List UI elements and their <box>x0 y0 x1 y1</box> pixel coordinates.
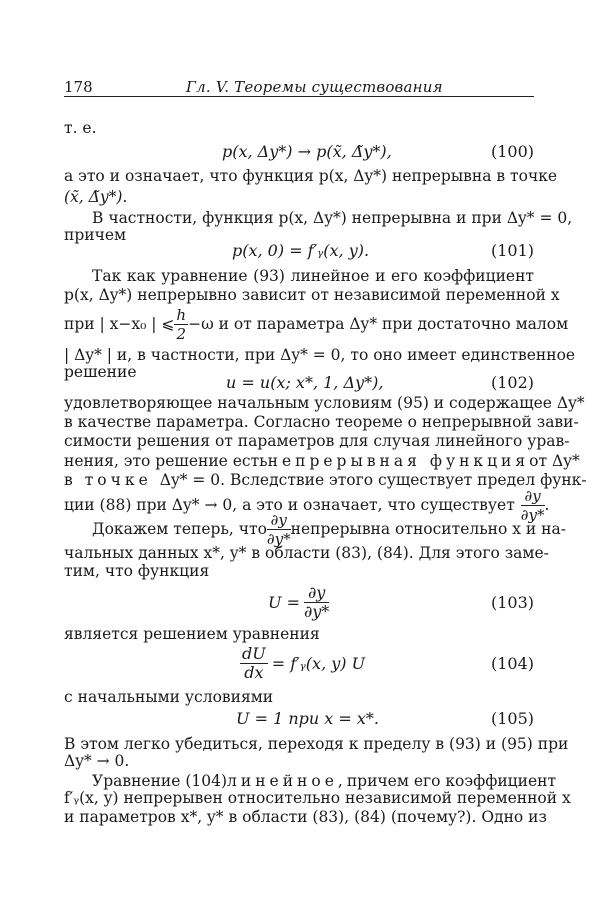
fraction-dU-dx <box>240 645 268 682</box>
fraction-numerator: ∂y <box>267 511 291 530</box>
fraction-denominator: dx <box>244 663 264 682</box>
text-line: симости решения от параметров для случая линейного урав- <box>64 432 570 450</box>
equation-rhs: = f′ᵧ(x, y) U <box>271 654 366 673</box>
fraction-dy-dy-star <box>304 584 329 621</box>
text-line-with-fraction <box>64 306 569 343</box>
equation-102: u = u(x; x*, 1, Δy*), <box>226 373 384 392</box>
text-span: при | x−x₀ | ⩽ <box>64 315 175 333</box>
fraction-denominator: ∂y* <box>303 602 330 621</box>
fraction-h-over-2 <box>174 306 188 343</box>
equation-number-100: (100) <box>490 142 534 161</box>
paragraph-start: Так как уравнение (93) линейное и его коэффициент <box>92 267 534 285</box>
fraction-numerator: h <box>176 306 187 324</box>
text-line: Δy* → 0. <box>64 752 130 770</box>
equation-number-102: (102) <box>490 373 534 392</box>
text-line: тим, что функция <box>64 562 210 580</box>
equation-101: p(x, 0) = f′ᵧ(x, y). <box>232 241 370 260</box>
text-line: удовлетворяющее начальным условиям (95) и содержащее Δy* <box>64 394 585 412</box>
spaced-emphasis: линейное, <box>227 772 347 790</box>
spaced-emphasis: в <box>64 471 77 489</box>
fraction-numerator: ∂y <box>521 487 545 506</box>
fraction-denominator: 2 <box>176 325 187 343</box>
text-line: В этом легко убедиться, переходя к пределу в (93) и (95) при <box>64 735 569 753</box>
equation-lhs: U = <box>268 593 300 612</box>
fraction-denominator: ∂y* <box>520 506 545 524</box>
running-header <box>64 72 534 97</box>
text-line: а это и означает, что функция p(x, Δy*) непрерывна в точке <box>64 167 558 185</box>
text-span: от Δy* <box>529 452 580 470</box>
text-line: (x̃, Δ̃y*). <box>64 188 128 206</box>
text-line-with-fraction <box>92 511 566 548</box>
text-line: решение <box>64 363 137 381</box>
spaced-emphasis: непрерывная функция <box>267 452 530 470</box>
fraction-denominator: ∂y* <box>266 530 291 548</box>
period: . <box>544 496 550 514</box>
equation-number-105: (105) <box>490 709 534 728</box>
text-line: в качестве параметра. Согласно теореме о непрерывной зави- <box>64 413 579 431</box>
running-title: Гл. V. Теоремы существования <box>186 78 443 96</box>
equation-number-101: (101) <box>490 241 534 260</box>
text-line: является решением уравнения <box>64 625 320 643</box>
text-span: причем его коэффициент <box>346 772 557 790</box>
text-line-spaced <box>64 452 580 471</box>
text-span: Δy* = 0. Вследствие этого существует предел функ- <box>159 471 587 489</box>
text-span: ции (88) при Δy* → 0, а это и означает, что существует <box>64 496 515 514</box>
text-line: p(x, Δy*) непрерывно зависит от независимой переменной x <box>64 286 560 304</box>
equation-104 <box>240 645 365 682</box>
text-line: т. е. <box>64 119 97 137</box>
paragraph-start: В частности, функция p(x, Δy*) непрерывна и при Δy* = 0, <box>92 209 573 227</box>
text-span: Докажем теперь, что <box>92 520 267 538</box>
equation-103 <box>268 584 329 621</box>
text-line: f′ᵧ(x, y) непрерывен относительно независимой переменной x <box>64 789 571 807</box>
fraction-dy-dy-star <box>267 511 291 548</box>
text-span: Уравнение (104) <box>92 772 228 790</box>
fraction-numerator: dU <box>242 644 266 663</box>
equation-number-103: (103) <box>490 593 534 612</box>
text-span: нения, это решение есть <box>64 452 268 470</box>
text-span: −ω и от параметра Δy* при достаточно малом <box>188 315 569 333</box>
text-line: | Δy* | и, в частности, при Δy* = 0, то оно имеет единственное <box>64 346 576 364</box>
text-line: причем <box>64 226 127 244</box>
spaced-emphasis: точке <box>84 471 152 489</box>
fraction-numerator: ∂y <box>304 584 329 603</box>
page-number: 178 <box>64 78 93 96</box>
equation-105: U = 1 при x = x*. <box>236 709 379 728</box>
equation-100: p(x, Δy*) → p(x̃, Δ̃y*), <box>222 142 392 161</box>
text-line: с начальными условиями <box>64 688 274 706</box>
equation-number-104: (104) <box>490 654 534 673</box>
text-line: и параметров x*, y* в области (83), (84) (почему?). Одно из <box>64 808 547 826</box>
text-span: непрерывна относительно x и на- <box>290 520 566 538</box>
text-line: чальных данных x*, y* в области (83), (84). Для этого заме- <box>64 544 549 562</box>
